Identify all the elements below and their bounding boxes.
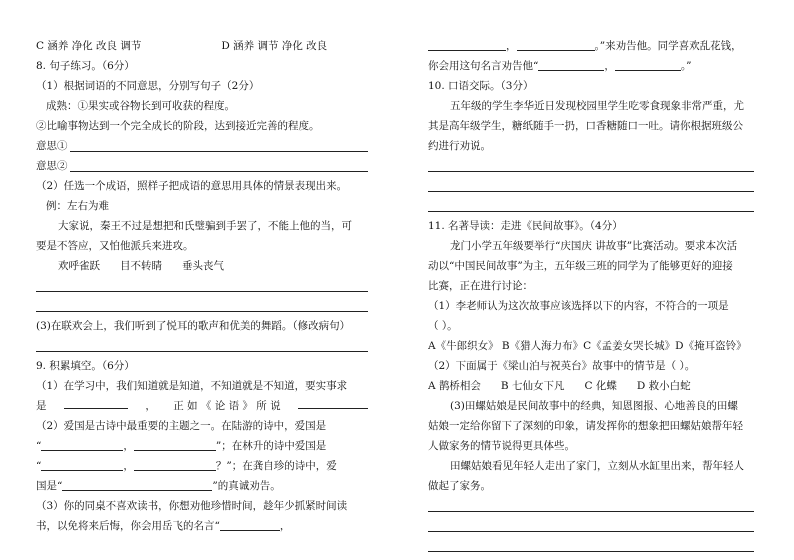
- q9-blank-1[interactable]: [64, 396, 128, 409]
- q11-title: 11. 名著导读：走进《民间故事》。（4分）: [428, 220, 623, 232]
- q10-text-2: 其是高年级学生，糖纸随手一扔，口香糖随口一吐。请你根据班级公: [428, 120, 743, 132]
- yisi1-answer-blank[interactable]: [70, 139, 369, 152]
- q11-s3-5: 做起了家务。: [428, 480, 491, 492]
- s2-option-b: B 七仙女下凡: [500, 380, 565, 392]
- q9-p2-l1: （2）爱国是古诗中最重要的主题之一。在陆游的诗中，爱国是: [36, 420, 327, 432]
- q9-p2-l3-tail: ？”；在龚自珍的诗中，爱: [215, 460, 337, 472]
- q11-s1: （1）李老师认为这次故事应该选择以下的内容，不符合的一项是: [428, 300, 729, 312]
- r-blank-3[interactable]: [538, 58, 604, 71]
- q9-p1-l2: [36, 396, 368, 416]
- comma-2: ，: [123, 460, 134, 472]
- q9-p1-shi: 是: [36, 400, 47, 412]
- q9-p3-l2: [36, 516, 368, 536]
- q8-example-text-1: 大家说，秦王不过是想把和氏璧骗到手罢了，不能上他的当，可: [58, 220, 352, 232]
- s2-option-a: A 鹊桥相会: [428, 380, 481, 392]
- idiom-answer-line-1[interactable]: [36, 276, 368, 296]
- q10-answer-line-2[interactable]: [428, 176, 754, 196]
- yisi2-label: 意思②: [36, 160, 68, 172]
- right-column: [428, 36, 754, 556]
- q9-blank-2[interactable]: [298, 396, 368, 409]
- q8-title: 8. 句子练习。（6分）: [36, 60, 135, 72]
- r-top-tail: 。”来劝告他。同学喜欢乱花钱，: [594, 40, 742, 52]
- q8-sub3: (3)在联欢会上，我们听到了悦耳的歌声和优美的舞蹈。（修改病句）: [36, 320, 351, 332]
- option-c: C 涵养 净化 改良 调节: [36, 40, 142, 52]
- q9-blank-6[interactable]: [134, 458, 216, 471]
- q8-yisi2-line: [36, 156, 368, 176]
- r-top2-head: 你会用这句名言劝告他“: [428, 60, 539, 72]
- yisi2-answer-blank[interactable]: [70, 159, 369, 172]
- q9-p2-l2-tail: ”；在林升的诗中爱国是: [215, 440, 327, 452]
- q9-p3-comma: ，: [279, 520, 291, 532]
- q9-p2-l3: [36, 456, 368, 476]
- q11-s3-1: (3)田螺姑娘是民间故事中的经典，知恩图报、心地善良的田螺: [450, 400, 738, 412]
- q11-s2: （2）下面属于《梁山泊与祝英台》故事中的情节是（ ）。: [428, 360, 696, 372]
- q11-intro-1: 龙门小学五年级要举行“庆国庆 讲故事”比赛活动。要求本次活: [450, 240, 738, 252]
- right-top-line-1: [428, 36, 754, 56]
- q10-answer-line-3[interactable]: [428, 196, 754, 216]
- q8-yisi1-line: [36, 136, 368, 156]
- idiom-1: 欢呼雀跃: [58, 260, 100, 272]
- r-blank-4[interactable]: [615, 58, 681, 71]
- q11-answer-line-1[interactable]: [428, 496, 754, 516]
- q11-s3-2: 姑娘一定给你留下了深刻的印象，请发挥你的想象把田螺姑娘帮年轻: [428, 420, 743, 432]
- q11-intro-3: 比赛，正在进行讨论：: [428, 280, 533, 292]
- q9-p2-l4-tail: ”的真诚劝告。: [212, 480, 281, 492]
- q10-text-1: 五年级的学生李华近日发现校园里学生吃零食现象非常严重，尤: [450, 100, 744, 112]
- q11-s1-blank[interactable]: （ ）。: [428, 320, 458, 332]
- comma-1: ，: [123, 440, 134, 452]
- quote-open-2: “: [36, 460, 42, 472]
- q9-p3-l2-text: 书，以免将来后悔，你会用岳飞的名言“: [36, 520, 220, 532]
- q9-blank-5[interactable]: [41, 458, 123, 471]
- q9-title: 9. 积累填空。（6分）: [36, 360, 135, 372]
- q8-idioms: [36, 256, 368, 276]
- q11-intro-2: 动以“中国民间故事”为主，五年级三班的同学为了能够更好的迎接: [428, 260, 733, 272]
- yisi1-label: 意思①: [36, 140, 68, 152]
- q9-p2-l4-head: 国是“: [36, 480, 63, 492]
- r-blank-1[interactable]: [428, 38, 506, 51]
- q11-s2-options: [428, 376, 754, 396]
- r-blank-2[interactable]: [517, 38, 595, 51]
- options-cd-line: [36, 36, 368, 56]
- q9-blank-7[interactable]: [62, 478, 212, 491]
- q9-p1-l1: （1）在学习中，我们知道就是知道，不知道就是不知道，要实事求: [36, 380, 348, 392]
- q8-example-text-2: 要是不答应，又怕他派兵来进攻。: [36, 240, 194, 252]
- q8-chengshu-2: ②比喻事物达到一个完全成长的阶段，达到接近完善的程度。: [36, 120, 320, 132]
- q8-example-label: 例：左右为难: [46, 200, 109, 212]
- q9-blank-4[interactable]: [134, 438, 216, 451]
- q11-s3-4: 田螺姑娘看见年轻人走出了家门，立刻从水缸里出来，帮年轻人: [450, 460, 744, 472]
- right-top-line-2: [428, 56, 754, 76]
- q8-chengshu-1: 成熟：①果实或谷物长到可收获的程度。: [46, 100, 235, 112]
- r-comma-2: ，: [604, 60, 615, 72]
- q11-s3-3: 人做家务的情节说得更具体些。: [428, 440, 575, 452]
- q10-text-3: 约进行劝说。: [428, 140, 491, 152]
- q9-p2-l2: [36, 436, 368, 456]
- s2-option-c: C 化蝶: [584, 380, 617, 392]
- idiom-2: 目不转睛: [120, 260, 162, 272]
- q10-title: 10. 口语交际。（3分）: [428, 80, 534, 92]
- idiom-answer-line-2[interactable]: [36, 296, 368, 316]
- q11-answer-line-3[interactable]: [428, 536, 754, 556]
- q9-p1-zhengru: 正 如 《 论 语 》 所 说: [173, 400, 281, 412]
- q8-sub1: （1）根据词语的不同意思，分别写句子（2分）: [36, 80, 260, 92]
- q9-blank-8[interactable]: [220, 518, 280, 531]
- r-comma-1: ，: [506, 40, 517, 52]
- q9-blank-3[interactable]: [41, 438, 123, 451]
- r-top2-tail: 。”: [680, 60, 692, 72]
- idiom-3: 垂头丧气: [182, 260, 224, 272]
- correction-answer-line[interactable]: [36, 336, 368, 356]
- left-column: [36, 36, 368, 536]
- q11-answer-line-2[interactable]: [428, 516, 754, 536]
- q11-s1-options: A《牛郎织女》 B《猎人海力布》C《孟姜女哭长城》D《掩耳盗铃》: [428, 340, 747, 352]
- s2-option-d: D 救小白蛇: [636, 380, 691, 392]
- q10-answer-line-1[interactable]: [428, 156, 754, 176]
- q9-p2-l4: [36, 476, 368, 496]
- q8-sub2: （2）任选一个成语，照样子把成语的意思用具体的情景表现出来。: [36, 180, 348, 192]
- option-d: D 涵养 调节 净化 改良: [221, 40, 328, 52]
- q9-p1-comma: ，: [145, 400, 156, 412]
- quote-open-1: “: [36, 440, 42, 452]
- q9-p3-l1: （3）你的同桌不喜欢读书，你想劝他珍惜时间，趁年少抓紧时间读: [36, 500, 348, 512]
